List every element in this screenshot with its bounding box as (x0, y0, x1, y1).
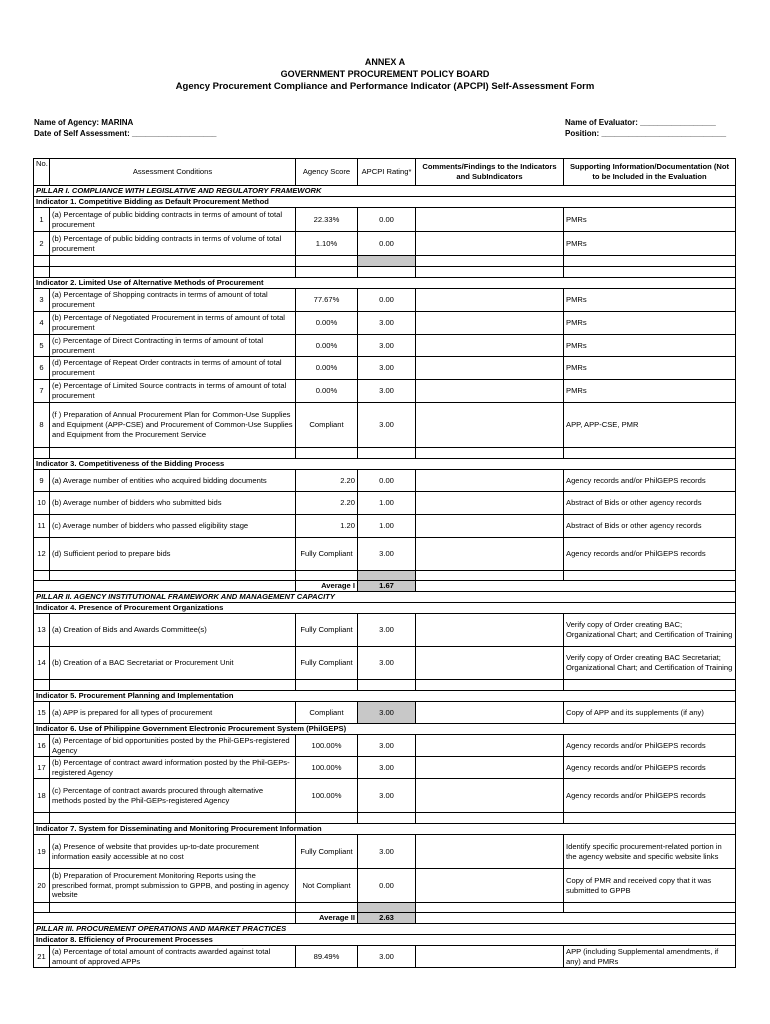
agency-score: Fully Compliant (296, 538, 358, 571)
pillar-row (34, 924, 736, 935)
indicator-row (34, 824, 736, 835)
evaluator-position: Position: ____________________________ (565, 129, 727, 138)
self-assessment-date: Date of Self Assessment: ___________________ (34, 129, 217, 138)
supporting-info: Copy of PMR and received copy that it was submitted to GPPB (564, 869, 736, 903)
apcpi-rating: 1.00 (358, 515, 416, 538)
item-number: 16 (34, 735, 50, 757)
table-row (34, 470, 736, 492)
indicator-row (34, 691, 736, 702)
item-number: 18 (34, 779, 50, 813)
apcpi-rating: 3.00 (358, 702, 416, 724)
evaluator-name: Name of Evaluator: _________________ (565, 118, 716, 127)
agency-score: 100.00% (296, 735, 358, 757)
agency-score: 2.20 (296, 470, 358, 492)
apcpi-rating: 1.00 (358, 492, 416, 515)
assessment-condition: (a) Presence of website that provides up-to-date procurement information easily accessible at no cost (50, 835, 296, 869)
agency-score: 2.20 (296, 492, 358, 515)
supporting-info: APP, APP-CSE, PMR (564, 403, 736, 448)
pillar-title: PILLAR III. PROCUREMENT OPERATIONS AND MARKET PRACTICES (34, 924, 736, 935)
apcpi-rating: 3.00 (358, 735, 416, 757)
average-label: Average II (296, 913, 358, 924)
item-number: 13 (34, 614, 50, 647)
table-row (34, 779, 736, 813)
comments-cell (416, 470, 564, 492)
comments-cell (416, 538, 564, 571)
comments-cell (416, 946, 564, 968)
assessment-condition: (b) Preparation of Procurement Monitoring Reports using the prescribed format, prompt submission to GPPB, and posting in agency website (50, 869, 296, 903)
apcpi-rating: 0.00 (358, 470, 416, 492)
comments-cell (416, 357, 564, 380)
apcpi-rating: 3.00 (358, 779, 416, 813)
empty-cell (50, 448, 296, 459)
apcpi-rating: 3.00 (358, 538, 416, 571)
comments-cell (416, 312, 564, 335)
apcpi-rating: 0.00 (358, 289, 416, 312)
assessment-condition: (c) Percentage of Direct Contracting in terms of amount of total procurement (50, 335, 296, 357)
empty-cell (564, 448, 736, 459)
agency-score: 1.10% (296, 232, 358, 256)
agency-score: 0.00% (296, 335, 358, 357)
comments-cell (416, 614, 564, 647)
supporting-info: Identify specific procurement-related portion in the agency website and specific website links (564, 835, 736, 869)
empty-cell (296, 680, 358, 691)
pillar-title: PILLAR I. COMPLIANCE WITH LEGISLATIVE AND REGULATORY FRAMEWORK (34, 186, 736, 197)
item-number: 14 (34, 647, 50, 680)
indicator-row (34, 278, 736, 289)
empty-cell (416, 680, 564, 691)
table-row (34, 357, 736, 380)
empty-cell (296, 267, 358, 278)
average-row (34, 581, 736, 592)
empty-cell (358, 813, 416, 824)
supporting-info: Agency records and/or PhilGEPS records (564, 470, 736, 492)
apcpi-rating: 3.00 (358, 335, 416, 357)
form-title: Agency Procurement Compliance and Performance Indicator (APCPI) Self-Assessment Form (175, 81, 595, 92)
apcpi-rating: 0.00 (358, 232, 416, 256)
spacer-row (34, 571, 736, 581)
table-row (34, 208, 736, 232)
item-number: 3 (34, 289, 50, 312)
indicator-row (34, 459, 736, 470)
empty-cell (34, 581, 296, 592)
empty-cell (34, 256, 50, 267)
assessment-condition: (a) APP is prepared for all types of procurement (50, 702, 296, 724)
empty-cell (416, 571, 564, 581)
indicator-title: Indicator 8. Efficiency of Procurement Processes (34, 935, 736, 946)
empty-cell (50, 903, 296, 913)
empty-cell (34, 267, 50, 278)
empty-cell (358, 680, 416, 691)
indicator-title: Indicator 4. Presence of Procurement Organizations (34, 603, 736, 614)
agency-score: 0.00% (296, 357, 358, 380)
comments-cell (416, 779, 564, 813)
col-no-header: No. (34, 159, 50, 186)
empty-cell (416, 903, 564, 913)
supporting-info: Abstract of Bids or other agency records (564, 492, 736, 515)
indicator-row (34, 724, 736, 735)
table-row (34, 946, 736, 968)
table-row (34, 614, 736, 647)
comments-cell (416, 702, 564, 724)
empty-cell (358, 448, 416, 459)
empty-cell (358, 267, 416, 278)
supporting-info: PMRs (564, 232, 736, 256)
supporting-info: PMRs (564, 289, 736, 312)
supporting-info: PMRs (564, 380, 736, 403)
item-number: 1 (34, 208, 50, 232)
board-name: GOVERNMENT PROCUREMENT POLICY BOARD (280, 69, 490, 79)
assessment-condition: (b) Percentage of contract award information posted by the Phil-GEPs-registered Agency (50, 757, 296, 779)
comments-cell (416, 869, 564, 903)
assessment-table (33, 158, 736, 968)
apcpi-rating: 0.00 (358, 869, 416, 903)
supporting-info: PMRs (564, 208, 736, 232)
apcpi-rating: 3.00 (358, 946, 416, 968)
empty-cell (416, 267, 564, 278)
apcpi-rating: 0.00 (358, 208, 416, 232)
item-number: 5 (34, 335, 50, 357)
table-row (34, 869, 736, 903)
empty-cell (416, 256, 564, 267)
assessment-condition: (b) Percentage of Negotiated Procurement in terms of amount of total procurement (50, 312, 296, 335)
table-row (34, 835, 736, 869)
empty-cell (34, 813, 50, 824)
apcpi-rating: 3.00 (358, 357, 416, 380)
agency-score: 0.00% (296, 312, 358, 335)
apcpi-rating: 3.00 (358, 757, 416, 779)
supporting-info: PMRs (564, 357, 736, 380)
item-number: 2 (34, 232, 50, 256)
agency-score: 22.33% (296, 208, 358, 232)
pillar-title: PILLAR II. AGENCY INSTITUTIONAL FRAMEWORK AND MANAGEMENT CAPACITY (34, 592, 736, 603)
item-number: 10 (34, 492, 50, 515)
comments-cell (416, 492, 564, 515)
empty-cell (416, 581, 736, 592)
indicator-title: Indicator 2. Limited Use of Alternative Methods of Procurement (34, 278, 736, 289)
empty-cell (564, 680, 736, 691)
item-number: 12 (34, 538, 50, 571)
indicator-title: Indicator 6. Use of Philippine Government Electronic Procurement System (PhilGEPS) (34, 724, 736, 735)
gray-cell (358, 256, 416, 267)
pillar-row (34, 186, 736, 197)
average-value: 2.63 (358, 913, 416, 924)
table-row (34, 335, 736, 357)
empty-cell (34, 571, 50, 581)
supporting-info: Verify copy of Order creating BAC Secretariat; Organizational Chart; and Certification of Training (564, 647, 736, 680)
supporting-info: Verify copy of Order creating BAC; Organizational Chart; and Certification of Training (564, 614, 736, 647)
empty-cell (296, 448, 358, 459)
average-row (34, 913, 736, 924)
apcpi-rating: 3.00 (358, 312, 416, 335)
indicator-title: Indicator 5. Procurement Planning and Implementation (34, 691, 736, 702)
spacer-row (34, 256, 736, 267)
average-value: 1.67 (358, 581, 416, 592)
agency-score: Compliant (296, 403, 358, 448)
empty-cell (564, 571, 736, 581)
item-number: 9 (34, 470, 50, 492)
indicator-title: Indicator 7. System for Disseminating and Monitoring Procurement Information (34, 824, 736, 835)
item-number: 20 (34, 869, 50, 903)
table-row (34, 312, 736, 335)
empty-cell (416, 913, 736, 924)
table-row (34, 232, 736, 256)
empty-cell (564, 903, 736, 913)
empty-cell (296, 903, 358, 913)
empty-cell (564, 267, 736, 278)
supporting-info: APP (including Supplemental amendments, if any) and PMRs (564, 946, 736, 968)
assessment-condition: (c) Percentage of contract awards procured through alternative methods posted by the Phil-GEPs-registered Agency (50, 779, 296, 813)
table-row (34, 492, 736, 515)
indicator-row (34, 603, 736, 614)
supporting-info: PMRs (564, 312, 736, 335)
agency-score: 77.67% (296, 289, 358, 312)
apcpi-rating: 3.00 (358, 614, 416, 647)
comments-cell (416, 735, 564, 757)
table-header-row (34, 159, 736, 186)
assessment-condition: (a) Percentage of Shopping contracts in terms of amount of total procurement (50, 289, 296, 312)
table-row (34, 702, 736, 724)
assessment-condition: (a) Average number of entities who acquired bidding documents (50, 470, 296, 492)
item-number: 6 (34, 357, 50, 380)
item-number: 15 (34, 702, 50, 724)
empty-cell (416, 813, 564, 824)
empty-cell (296, 256, 358, 267)
agency-score: 0.00% (296, 380, 358, 403)
supporting-info: Agency records and/or PhilGEPS records (564, 779, 736, 813)
item-number: 21 (34, 946, 50, 968)
empty-cell (50, 680, 296, 691)
item-number: 4 (34, 312, 50, 335)
supporting-info: PMRs (564, 335, 736, 357)
spacer-row (34, 680, 736, 691)
apcpi-rating: 3.00 (358, 380, 416, 403)
empty-cell (50, 267, 296, 278)
supporting-info: Abstract of Bids or other agency records (564, 515, 736, 538)
assessment-condition: (b) Creation of a BAC Secretariat or Procurement Unit (50, 647, 296, 680)
col-conditions-header: Assessment Conditions (50, 159, 296, 186)
table-row (34, 380, 736, 403)
empty-cell (34, 913, 296, 924)
table-row (34, 735, 736, 757)
comments-cell (416, 515, 564, 538)
col-comments-header: Comments/Findings to the Indicators and SubIndicators (416, 159, 564, 186)
assessment-condition: (a) Percentage of bid opportunities posted by the Phil-GEPs-registered Agency (50, 735, 296, 757)
spacer-row (34, 267, 736, 278)
indicator-row (34, 197, 736, 208)
apcpi-rating: 3.00 (358, 647, 416, 680)
indicator-title: Indicator 3. Competitiveness of the Bidding Process (34, 459, 736, 470)
empty-cell (416, 448, 564, 459)
col-rating-header: APCPI Rating* (358, 159, 416, 186)
spacer-row (34, 448, 736, 459)
comments-cell (416, 835, 564, 869)
assessment-condition: (a) Percentage of total amount of contracts awarded against total amount of approved APPs (50, 946, 296, 968)
empty-cell (50, 813, 296, 824)
item-number: 8 (34, 403, 50, 448)
item-number: 11 (34, 515, 50, 538)
empty-cell (564, 813, 736, 824)
comments-cell (416, 757, 564, 779)
agency-score: 100.00% (296, 757, 358, 779)
comments-cell (416, 403, 564, 448)
assessment-condition: (d) Sufficient period to prepare bids (50, 538, 296, 571)
supporting-info: Agency records and/or PhilGEPS records (564, 735, 736, 757)
empty-cell (296, 813, 358, 824)
col-support-header: Supporting Information/Documentation (Not to be Included in the Evaluation (564, 159, 736, 186)
empty-cell (564, 256, 736, 267)
empty-cell (50, 571, 296, 581)
supporting-info: Copy of APP and its supplements (if any) (564, 702, 736, 724)
assessment-condition: (e) Percentage of Limited Source contracts in terms of amount of total procurement (50, 380, 296, 403)
empty-cell (296, 571, 358, 581)
comments-cell (416, 380, 564, 403)
comments-cell (416, 208, 564, 232)
comments-cell (416, 289, 564, 312)
agency-score: 100.00% (296, 779, 358, 813)
comments-cell (416, 647, 564, 680)
indicator-row (34, 935, 736, 946)
empty-cell (34, 903, 50, 913)
assessment-condition: (f ) Preparation of Annual Procurement Plan for Common-Use Supplies and Equipment (APP-CSE) and Procurement of Common-Use Supplies and Equipment from the Procurement Service (50, 403, 296, 448)
spacer-row (34, 813, 736, 824)
empty-cell (34, 448, 50, 459)
table-row (34, 647, 736, 680)
comments-cell (416, 232, 564, 256)
apcpi-rating: 3.00 (358, 403, 416, 448)
indicator-title: Indicator 1. Competitive Bidding as Default Procurement Method (34, 197, 736, 208)
comments-cell (416, 335, 564, 357)
agency-score: Fully Compliant (296, 647, 358, 680)
pillar-row (34, 592, 736, 603)
assessment-condition: (a) Percentage of public bidding contracts in terms of amount of total procurement (50, 208, 296, 232)
spacer-row (34, 903, 736, 913)
agency-score: Fully Compliant (296, 835, 358, 869)
table-row (34, 538, 736, 571)
agency-name: Name of Agency: MARINA (34, 118, 134, 127)
table-row (34, 757, 736, 779)
agency-score: Fully Compliant (296, 614, 358, 647)
assessment-condition: (d) Percentage of Repeat Order contracts in terms of amount of total procurement (50, 357, 296, 380)
assessment-condition: (b) Average number of bidders who submitted bids (50, 492, 296, 515)
supporting-info: Agency records and/or PhilGEPS records (564, 538, 736, 571)
assessment-condition: (b) Percentage of public bidding contracts in terms of volume of total procurement (50, 232, 296, 256)
agency-score: Not Compliant (296, 869, 358, 903)
gray-cell (358, 571, 416, 581)
apcpi-rating: 3.00 (358, 835, 416, 869)
agency-score: 1.20 (296, 515, 358, 538)
empty-cell (34, 680, 50, 691)
supporting-info: Agency records and/or PhilGEPS records (564, 757, 736, 779)
annex-label: ANNEX A (364, 57, 406, 67)
table-row (34, 289, 736, 312)
assessment-condition: (a) Creation of Bids and Awards Committee(s) (50, 614, 296, 647)
item-number: 19 (34, 835, 50, 869)
item-number: 17 (34, 757, 50, 779)
item-number: 7 (34, 380, 50, 403)
assessment-condition: (c) Average number of bidders who passed eligibility stage (50, 515, 296, 538)
average-label: Average I (296, 581, 358, 592)
table-row (34, 515, 736, 538)
col-score-header: Agency Score (296, 159, 358, 186)
table-row (34, 403, 736, 448)
gray-cell (358, 903, 416, 913)
empty-cell (50, 256, 296, 267)
agency-score: Compliant (296, 702, 358, 724)
agency-score: 89.49% (296, 946, 358, 968)
